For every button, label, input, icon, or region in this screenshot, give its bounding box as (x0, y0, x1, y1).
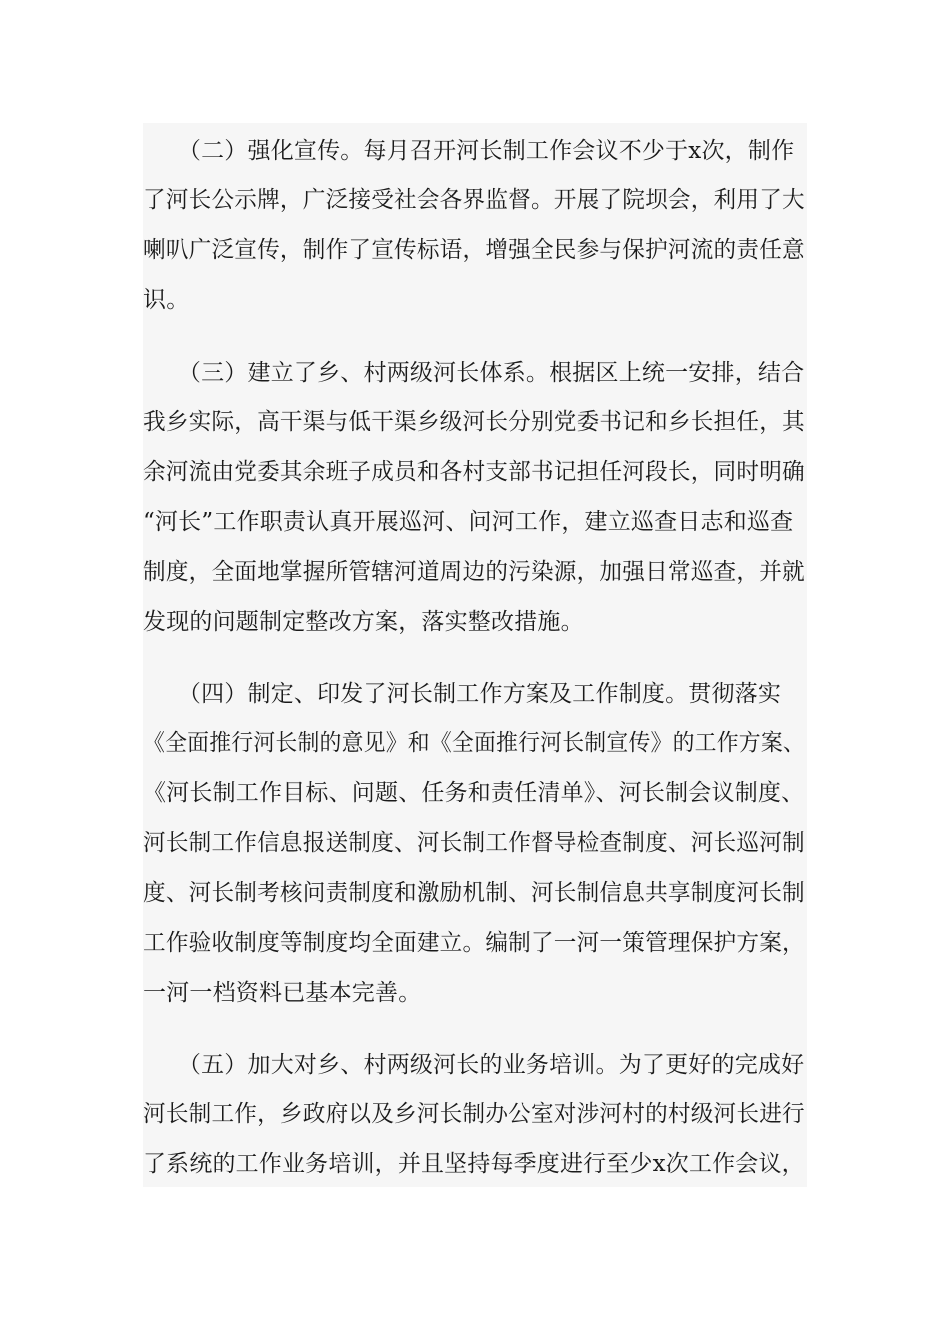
paragraph-line: 《河长制工作目标、问题、任务和责任清单》、河长制会议制度、 (143, 780, 805, 806)
paragraph-line: 度、河长制考核问责制度和激励机制、河长制信息共享制度河长制 (143, 880, 805, 906)
paragraph-line: （四）制定、印发了河长制工作方案及工作制度。贯彻落实 (143, 681, 782, 707)
paragraph-line: 了系统的工作业务培训，并且坚持每季度进行至少x次工作会议， (143, 1151, 805, 1177)
paragraph-line: 发现的问题制定整改方案，落实整改措施。 (143, 609, 584, 635)
paragraph-line: 河长制工作信息报送制度、河长制工作督导检查制度、河长巡河制 (143, 830, 805, 856)
paragraph-line: 《全面推行河长制的意见》和《全面推行河长制宣传》的工作方案、 (143, 730, 805, 756)
paragraph-line: 制度，全面地掌握所管辖河道周边的污染源，加强日常巡查，并就 (143, 559, 805, 585)
paragraph-line: 识。 (143, 287, 190, 313)
paragraph-line: （五）加大对乡、村两级河长的业务培训。为了更好的完成好 (143, 1052, 805, 1078)
paragraph-line: 我乡实际，高干渠与低干渠乡级河长分别党委书记和乡长担任，其 (143, 409, 805, 435)
paragraph-line: 一河一档资料已基本完善。 (143, 980, 422, 1006)
paragraph-line: “河长”工作职责认真开展巡河、问河工作，建立巡查日志和巡查 (143, 509, 794, 535)
paragraph-line: 了河长公示牌，广泛接受社会各界监督。开展了院坝会，利用了大 (143, 187, 805, 213)
paragraph-line: 河长制工作，乡政府以及乡河长制办公室对涉河村的村级河长进行 (143, 1101, 805, 1127)
document-page (143, 123, 807, 1187)
paragraph-line: 余河流由党委其余班子成员和各村支部书记担任河段长，同时明确 (143, 459, 805, 485)
paragraph-line: （三）建立了乡、村两级河长体系。根据区上统一安排，结合 (143, 360, 805, 386)
paragraph-line: 喇叭广泛宣传，制作了宣传标语，增强全民参与保护河流的责任意 (143, 237, 805, 263)
paragraph-line: （二）强化宣传。每月召开河长制工作会议不少于x次，制作 (143, 138, 795, 164)
paragraph-line: 工作验收制度等制度均全面建立。编制了一河一策管理保护方案， (143, 930, 805, 956)
